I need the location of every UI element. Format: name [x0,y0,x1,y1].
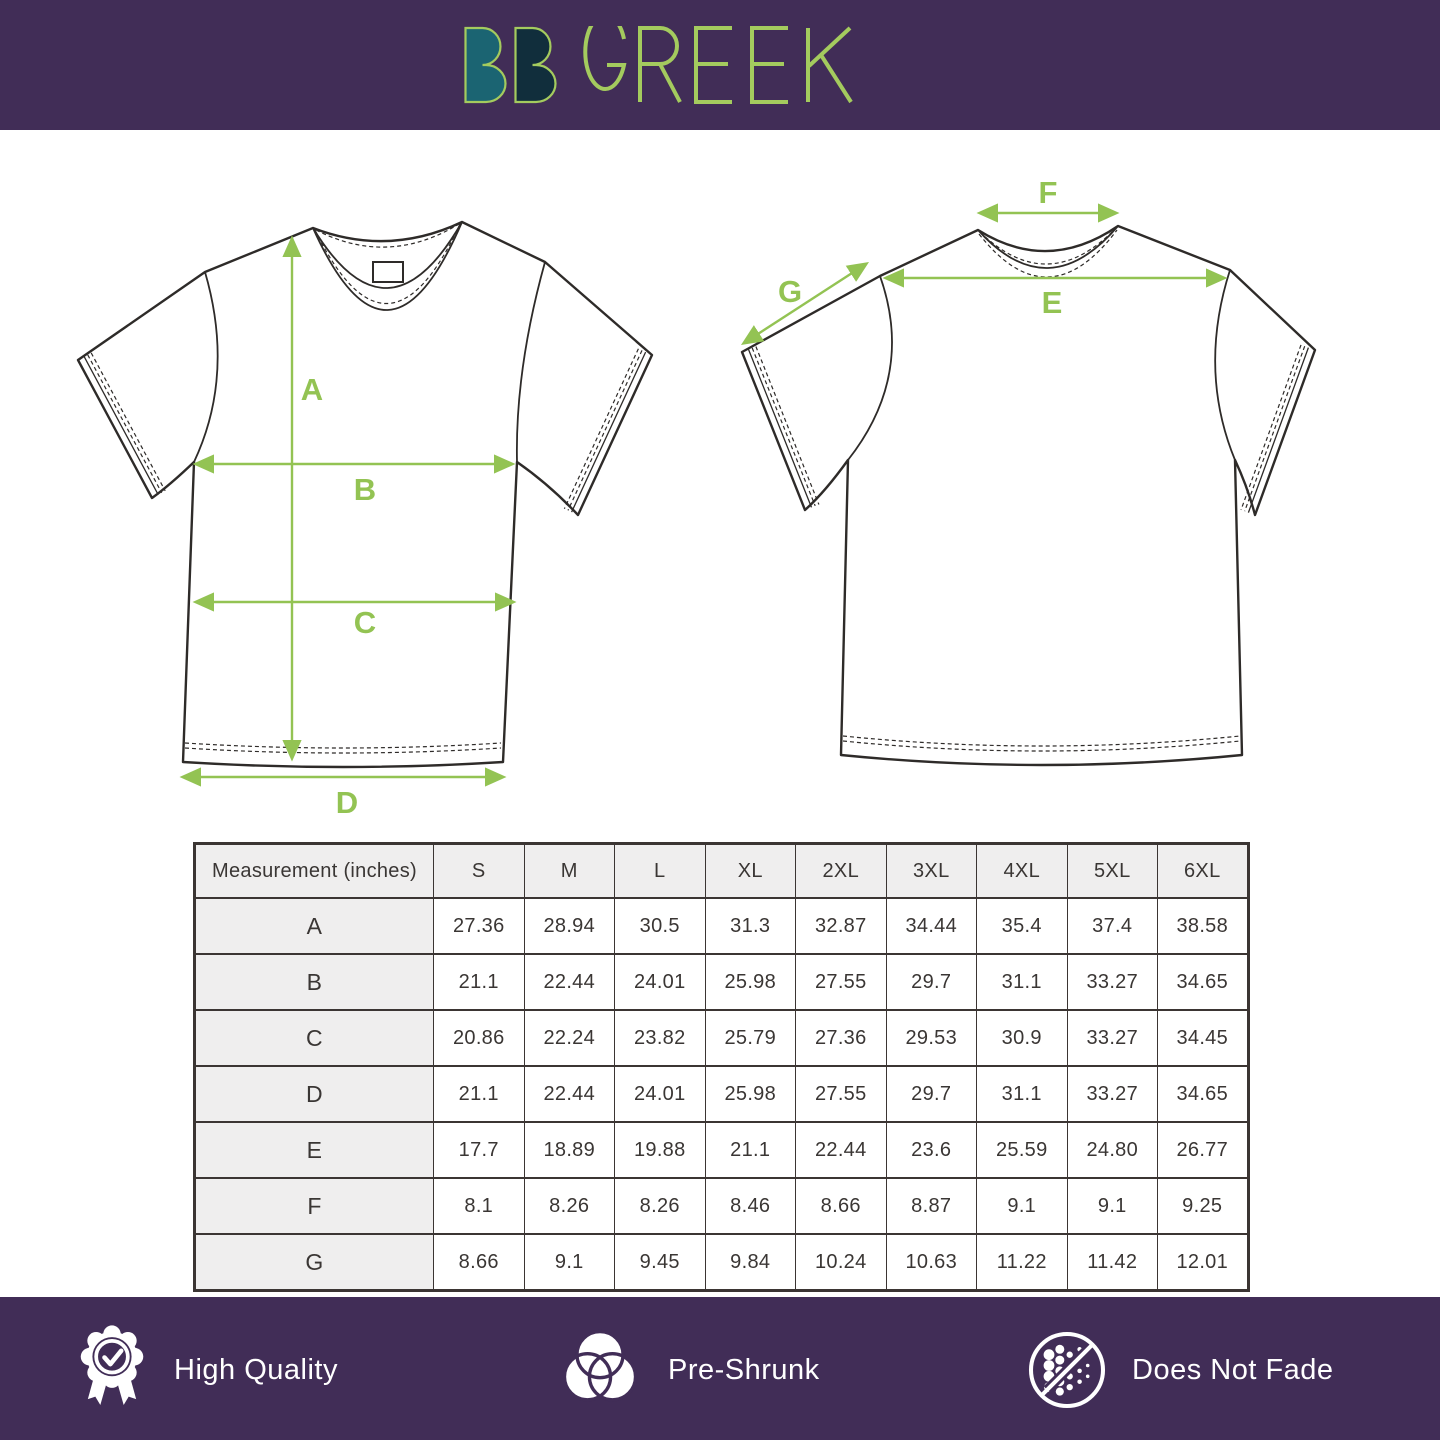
neck-label [373,262,403,282]
col-header-2xl: 2XL [796,844,887,899]
table-cell: 34.44 [886,898,977,954]
table-cell: 10.24 [796,1234,887,1291]
size-table [193,842,1250,1292]
table-cell: 9.1 [977,1178,1068,1234]
table-cell: 29.53 [886,1010,977,1066]
table-cell: 34.65 [1158,1066,1249,1122]
table-cell: 33.27 [1067,954,1158,1010]
table-cell: 8.66 [796,1178,887,1234]
table-cell: 20.86 [434,1010,525,1066]
table-cell: 9.25 [1158,1178,1249,1234]
badge-label-high-quality: High Quality [174,1353,338,1386]
no-fade-dots-icon [1022,1325,1112,1415]
badge-pre-shrunk [552,1322,820,1418]
row-label: F [195,1178,434,1234]
table-header-row [195,844,1249,899]
table-row [195,954,1249,1010]
table-cell: 25.98 [705,954,796,1010]
table-cell: 19.88 [615,1122,706,1178]
col-header-m: M [524,844,615,899]
col-header-5xl: 5XL [1067,844,1158,899]
table-cell: 34.65 [1158,954,1249,1010]
table-cell: 22.44 [796,1122,887,1178]
table-cell: 23.6 [886,1122,977,1178]
col-header-4xl: 4XL [977,844,1068,899]
pre-shrunk-circles-icon [552,1322,648,1418]
logo-greek-icon [585,26,851,102]
size-table-body [195,898,1249,1291]
table-cell: 22.44 [524,954,615,1010]
col-header-3xl: 3XL [886,844,977,899]
table-cell: 25.79 [705,1010,796,1066]
brand-logo [464,26,860,104]
header-banner [0,0,1440,130]
dim-label-g: G [777,274,803,309]
front-shirt-diagram [60,195,720,820]
table-row [195,1234,1249,1291]
table-cell: 22.44 [524,1066,615,1122]
table-cell: 29.7 [886,954,977,1010]
table-cell: 35.4 [977,898,1068,954]
logo-bb-icon [466,28,556,102]
col-header-6xl: 6XL [1158,844,1249,899]
table-cell: 18.89 [524,1122,615,1178]
table-row [195,898,1249,954]
back-shirt-outline [742,226,1315,765]
dim-label-a: A [300,372,324,407]
table-cell: 27.55 [796,954,887,1010]
table-cell: 9.84 [705,1234,796,1291]
table-cell: 26.77 [1158,1122,1249,1178]
table-cell: 21.1 [434,954,525,1010]
table-cell: 21.1 [705,1122,796,1178]
table-cell: 25.59 [977,1122,1068,1178]
table-cell: 11.42 [1067,1234,1158,1291]
table-cell: 27.55 [796,1066,887,1122]
table-cell: 24.01 [615,1066,706,1122]
table-cell: 21.1 [434,1066,525,1122]
table-cell: 23.82 [615,1010,706,1066]
row-label: B [195,954,434,1010]
badge-high-quality [70,1322,338,1418]
badge-label-does-not-fade: Does Not Fade [1132,1353,1334,1386]
table-cell: 24.01 [615,954,706,1010]
dim-label-c: C [353,605,377,640]
table-cell: 31.3 [705,898,796,954]
table-cell: 38.58 [1158,898,1249,954]
badge-label-pre-shrunk: Pre-Shrunk [668,1353,820,1386]
dim-label-d: D [335,785,359,820]
table-cell: 29.7 [886,1066,977,1122]
table-cell: 9.1 [524,1234,615,1291]
table-row [195,1122,1249,1178]
table-cell: 31.1 [977,954,1068,1010]
row-label: D [195,1066,434,1122]
measurement-arrow-d [183,777,503,820]
table-cell: 22.24 [524,1010,615,1066]
table-cell: 24.80 [1067,1122,1158,1178]
col-header-l: L [615,844,706,899]
table-cell: 8.66 [434,1234,525,1291]
col-header-xl: XL [705,844,796,899]
table-cell: 32.87 [796,898,887,954]
dim-label-f: F [1038,180,1058,210]
table-row [195,1010,1249,1066]
table-cell: 8.1 [434,1178,525,1234]
badge-does-not-fade [1022,1322,1334,1418]
row-label: C [195,1010,434,1066]
table-cell: 27.36 [796,1010,887,1066]
table-cell: 10.63 [886,1234,977,1291]
table-cell: 9.1 [1067,1178,1158,1234]
table-cell: 12.01 [1158,1234,1249,1291]
table-row [195,1178,1249,1234]
award-ribbon-icon [70,1320,154,1420]
table-cell: 8.26 [524,1178,615,1234]
row-label: G [195,1234,434,1291]
table-cell: 27.36 [434,898,525,954]
table-row [195,1066,1249,1122]
table-cell: 30.9 [977,1010,1068,1066]
row-label: E [195,1122,434,1178]
table-cell: 8.26 [615,1178,706,1234]
measurement-arrow-f [980,180,1116,213]
table-cell: 37.4 [1067,898,1158,954]
dim-label-b: B [353,472,377,507]
table-cell: 8.46 [705,1178,796,1234]
table-cell: 30.5 [615,898,706,954]
table-cell: 34.45 [1158,1010,1249,1066]
table-cell: 28.94 [524,898,615,954]
dim-label-e: E [1041,285,1063,320]
table-cell: 33.27 [1067,1010,1158,1066]
table-cell: 31.1 [977,1066,1068,1122]
col-header-s: S [434,844,525,899]
col-header-measurement: Measurement (inches) [195,844,434,899]
table-cell: 25.98 [705,1066,796,1122]
row-label: A [195,898,434,954]
table-cell: 33.27 [1067,1066,1158,1122]
table-cell: 11.22 [977,1234,1068,1291]
table-cell: 8.87 [886,1178,977,1234]
table-cell: 17.7 [434,1122,525,1178]
table-cell: 9.45 [615,1234,706,1291]
back-shirt-diagram [720,180,1340,790]
size-table-container [193,842,1250,1292]
